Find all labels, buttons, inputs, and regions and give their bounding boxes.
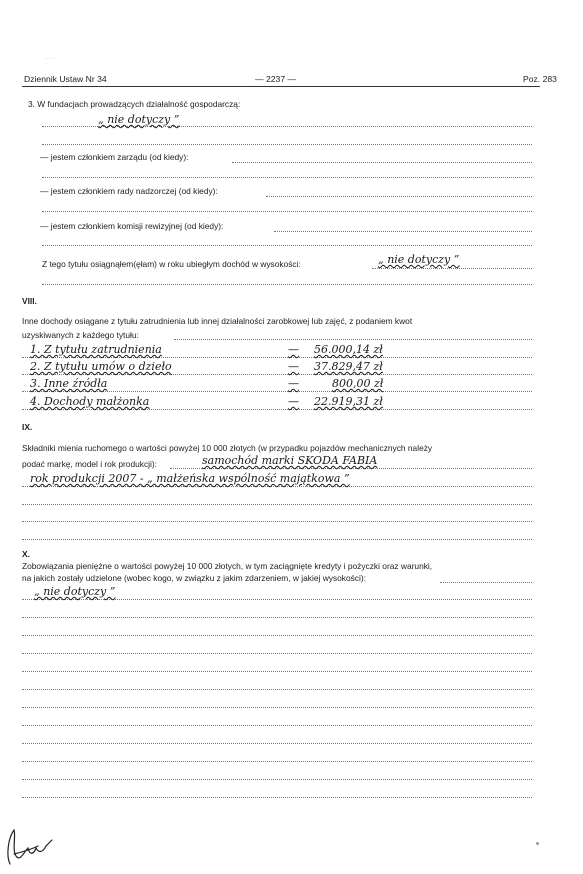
dotted-line [174, 339, 532, 340]
dotted-line [22, 689, 532, 690]
dotted-line [42, 177, 532, 178]
scan-specks: · · · [46, 56, 56, 62]
handwritten-answer: „ nie dotyczy ” [378, 253, 460, 266]
handwritten-answer: samochód marki SKODA FABIA [202, 454, 378, 467]
income-row-value: 800,00 zł [332, 377, 384, 390]
dotted-line [22, 504, 532, 505]
section-9-text-1: Składniki mienia ruchomego o wartości powyżej 10 000 złotych (w przypadku pojazdów mechanicznych należy [22, 443, 433, 453]
dotted-line [266, 196, 532, 197]
section-9-text-2: podać markę, model i rok produkcji): [22, 459, 157, 469]
section-10-text-1: Zobowiązania pieniężne o wartości powyżej 10 000 złotych, w tym zaciągnięte kredyty i pożyczki oraz warunki, [22, 561, 433, 571]
dotted-line [372, 268, 532, 269]
dotted-line [42, 126, 532, 127]
dotted-line [22, 779, 532, 780]
dotted-line [22, 617, 532, 618]
dotted-line [42, 211, 532, 212]
dotted-line [170, 468, 532, 469]
income-row-dash: — [288, 360, 299, 373]
dotted-line [22, 599, 532, 600]
supervisory-board-label: — jestem członkiem rady nadzorczej (od kiedy): [40, 186, 218, 196]
dotted-line [42, 284, 532, 285]
dotted-line [22, 357, 532, 358]
income-row-value: 22.919,31 zł [314, 395, 383, 408]
header-rule [22, 86, 540, 87]
dotted-line [22, 521, 532, 522]
page-number: — 2237 — [255, 74, 297, 84]
board-member-label: — jestem członkiem zarządu (od kiedy): [40, 152, 189, 162]
income-label: Z tego tytułu osiągnąłem(ęłam) w roku ubiegłym dochód w wysokości: [42, 259, 301, 269]
dotted-line [22, 797, 532, 798]
section-8-text-2: uzyskiwanych z każdego tytułu: [22, 330, 139, 340]
dotted-line [22, 707, 532, 708]
handwritten-answer: „ nie dotyczy ” [98, 113, 180, 126]
journal-name: Dziennik Ustaw Nr 34 [24, 74, 107, 84]
dotted-line [440, 582, 532, 583]
income-row-dash: — [288, 343, 299, 356]
income-row-dash: — [288, 395, 299, 408]
dotted-line [232, 162, 532, 163]
dotted-line [42, 245, 532, 246]
income-row-value: 56.000,14 zł [314, 343, 383, 356]
dotted-line [42, 144, 532, 145]
dotted-line [274, 231, 532, 232]
handwritten-answer: „ nie dotyczy ” [34, 585, 116, 598]
dotted-line [22, 539, 532, 540]
section-10-number: X. [22, 549, 30, 559]
section-10-text-2: na jakich zostały udzielone (wobec kogo, w związku z jakim zdarzeniem, w jakiej wysokości): [22, 573, 366, 583]
section-8-text-1: Inne dochody osiągane z tytułu zatrudnienia lub innej działalności zarobkowej lub zajęć, z podaniem kwot [22, 316, 413, 326]
dotted-line [22, 635, 532, 636]
scan-speck [536, 842, 539, 845]
dotted-line [22, 409, 532, 410]
income-row-label: 2. Z tytułu umów o dzieło [30, 360, 172, 373]
dotted-line [22, 671, 532, 672]
audit-committee-label: — jestem członkiem komisji rewizyjnej (od kiedy): [40, 221, 224, 231]
income-row-value: 37.829,47 zł [314, 360, 383, 373]
income-row-dash: — [288, 377, 299, 390]
dotted-line [22, 761, 532, 762]
section-8-number: VIII. [22, 296, 37, 306]
income-row-label: 1. Z tytułu zatrudnienia [30, 343, 162, 356]
income-row-label: 4. Dochody małżonka [30, 395, 150, 408]
dotted-line [22, 743, 532, 744]
dotted-line [22, 486, 532, 487]
dotted-line [22, 725, 532, 726]
handwritten-signature [2, 826, 62, 870]
dotted-line [22, 391, 532, 392]
position-number: Poz. 283 [523, 74, 557, 84]
handwritten-answer: rok produkcji 2007 - „ małżeńska wspólność majątkowa ” [30, 472, 350, 485]
dotted-line [22, 653, 532, 654]
section-9-number: IX. [22, 422, 33, 432]
dotted-line [22, 374, 532, 375]
income-row-label: 3. Inne źródła [30, 377, 108, 390]
section-3-title: 3. W fundacjach prowadzących działalność gospodarczą: [28, 99, 241, 109]
